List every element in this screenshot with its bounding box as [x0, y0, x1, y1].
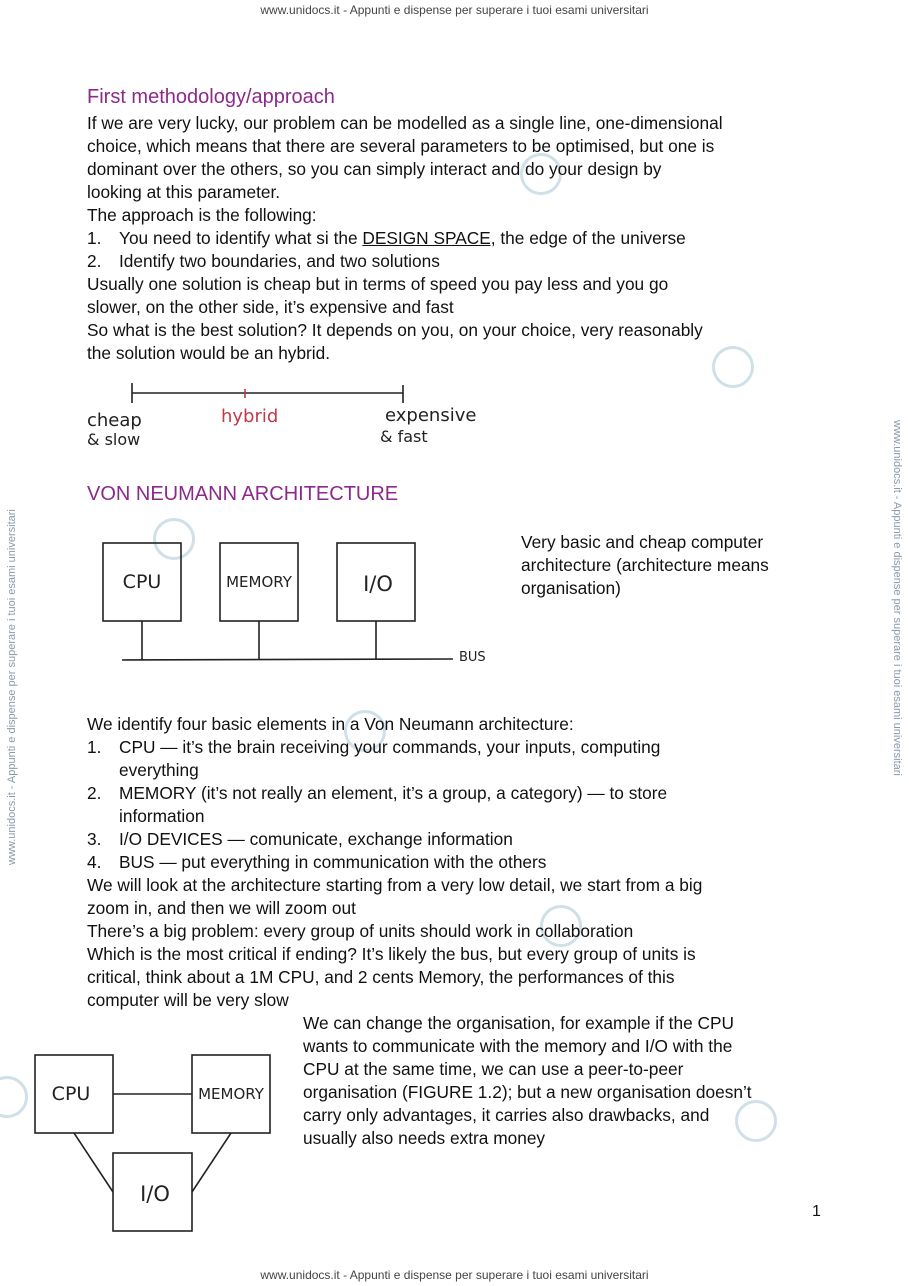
text-line: Very basic and cheap computer	[521, 532, 764, 552]
von-neumann-side-note	[521, 531, 821, 600]
spectrum-middle-label: hybrid	[221, 406, 279, 427]
p2p-io-box	[113, 1153, 192, 1231]
peer-to-peer-text	[303, 1012, 823, 1150]
spectrum-right-label: expensive	[385, 405, 477, 426]
text-line: usually also needs extra money	[303, 1128, 546, 1148]
design-space-term: DESIGN SPACE,	[362, 228, 496, 248]
text-line: Which is the most critical if ending? It’s likely the bus, but every group of units is	[87, 944, 696, 964]
list-item: 4. BUS — put everything in communication with the others	[87, 852, 547, 872]
list-item: 1. CPU — it’s the brain receiving your commands, your inputs, computing	[87, 737, 661, 757]
text-line: So what is the best solution? It depends on you, on your choice, very reasonably	[87, 320, 703, 340]
text-line: organisation (FIGURE 1.2); but a new organisation doesn’t	[303, 1082, 752, 1102]
watermark-logo-icon	[0, 1076, 28, 1118]
right-side-watermark: www.unidocs.it - Appunti e dispense per superare i tuoi esami universitari	[891, 420, 903, 776]
list-item-continuation: everything	[119, 760, 199, 780]
text-line: Usually one solution is cheap but in terms of speed you pay less and you go	[87, 274, 669, 294]
cpu-label: CPU	[122, 571, 162, 593]
text-line: If we are very lucky, our problem can be modelled as a single line, one-dimensional	[87, 113, 723, 133]
methodology-text	[87, 112, 827, 365]
text-line: The approach is the following:	[87, 205, 317, 225]
bottom-banner: www.unidocs.it - Appunti e dispense per superare i tuoi esami universitari	[260, 1268, 649, 1282]
io-box	[337, 543, 415, 621]
list-item: 2. Identify two boundaries, and two solutions	[87, 251, 440, 271]
text-line: wants to communicate with the memory and I/O with the	[303, 1036, 733, 1056]
section-title-methodology: First methodology/approach	[87, 86, 335, 108]
list-item: 2. MEMORY (it’s not really an element, it’s a group, a category) — to store	[87, 783, 668, 803]
top-banner: www.unidocs.it - Appunti e dispense per superare i tuoi esami universitari	[260, 3, 649, 17]
p2p-memory-box	[192, 1055, 270, 1133]
p2p-cpu-box	[35, 1055, 113, 1133]
p2p-io-label: I/O	[140, 1182, 170, 1206]
text-line: the solution would be an hybrid.	[87, 343, 331, 363]
von-neumann-elements-text	[87, 713, 827, 1012]
list-item: 1. You need to identify what si the DESIGN SPACE, the edge of the universe	[87, 228, 686, 248]
spectrum-right-sublabel: & fast	[380, 427, 428, 446]
bus-label: BUS	[459, 650, 486, 665]
p2p-cpu-label: CPU	[51, 1083, 91, 1105]
section-title-von-neumann: VON NEUMANN ARCHITECTURE	[87, 483, 399, 505]
text-line: choice, which means that there are several parameters to be optimised, but one is	[87, 136, 715, 156]
text-line: zoom in, and then we will zoom out	[87, 898, 356, 918]
text-line: carry only advantages, it carries also drawbacks, and	[303, 1105, 710, 1125]
text-line: looking at this parameter.	[87, 182, 281, 202]
text-line: critical, think about a 1M CPU, and 2 cents Memory, the performances of this	[87, 967, 675, 987]
memory-box	[220, 543, 298, 621]
spectrum-left-sublabel: & slow	[87, 430, 141, 449]
text-line: CPU at the same time, we can use a peer-to-peer	[303, 1059, 684, 1079]
text-line: We can change the organisation, for example if the CPU	[303, 1013, 734, 1033]
spectrum-left-label: cheap	[87, 410, 142, 431]
text-line: dominant over the others, so you can simply interact and do your design by	[87, 159, 662, 179]
text-line: slower, on the other side, it’s expensive and fast	[87, 297, 454, 317]
text-line: computer will be very slow	[87, 990, 289, 1010]
p2p-memory-label: MEMORY	[198, 1085, 264, 1103]
list-item-continuation: information	[119, 806, 205, 826]
bus-line	[122, 659, 453, 660]
io-label: I/O	[363, 572, 393, 596]
text-line: We will look at the architecture starting from a very low detail, we start from a big	[87, 875, 703, 895]
memory-label: MEMORY	[226, 573, 292, 591]
text-line: architecture (architecture means	[521, 555, 769, 575]
left-side-watermark: www.unidocs.it - Appunti e dispense per superare i tuoi esami universitari	[6, 509, 18, 865]
list-item: 3. I/O DEVICES — comunicate, exchange information	[87, 829, 513, 849]
text-line: organisation)	[521, 578, 621, 598]
watermark-logo-icon	[153, 518, 195, 560]
page-number: 1	[812, 1203, 821, 1220]
text-line: We identify four basic elements in a Von Neumann architecture:	[87, 714, 574, 734]
text-line: There’s a big problem: every group of units should work in collaboration	[87, 921, 634, 941]
